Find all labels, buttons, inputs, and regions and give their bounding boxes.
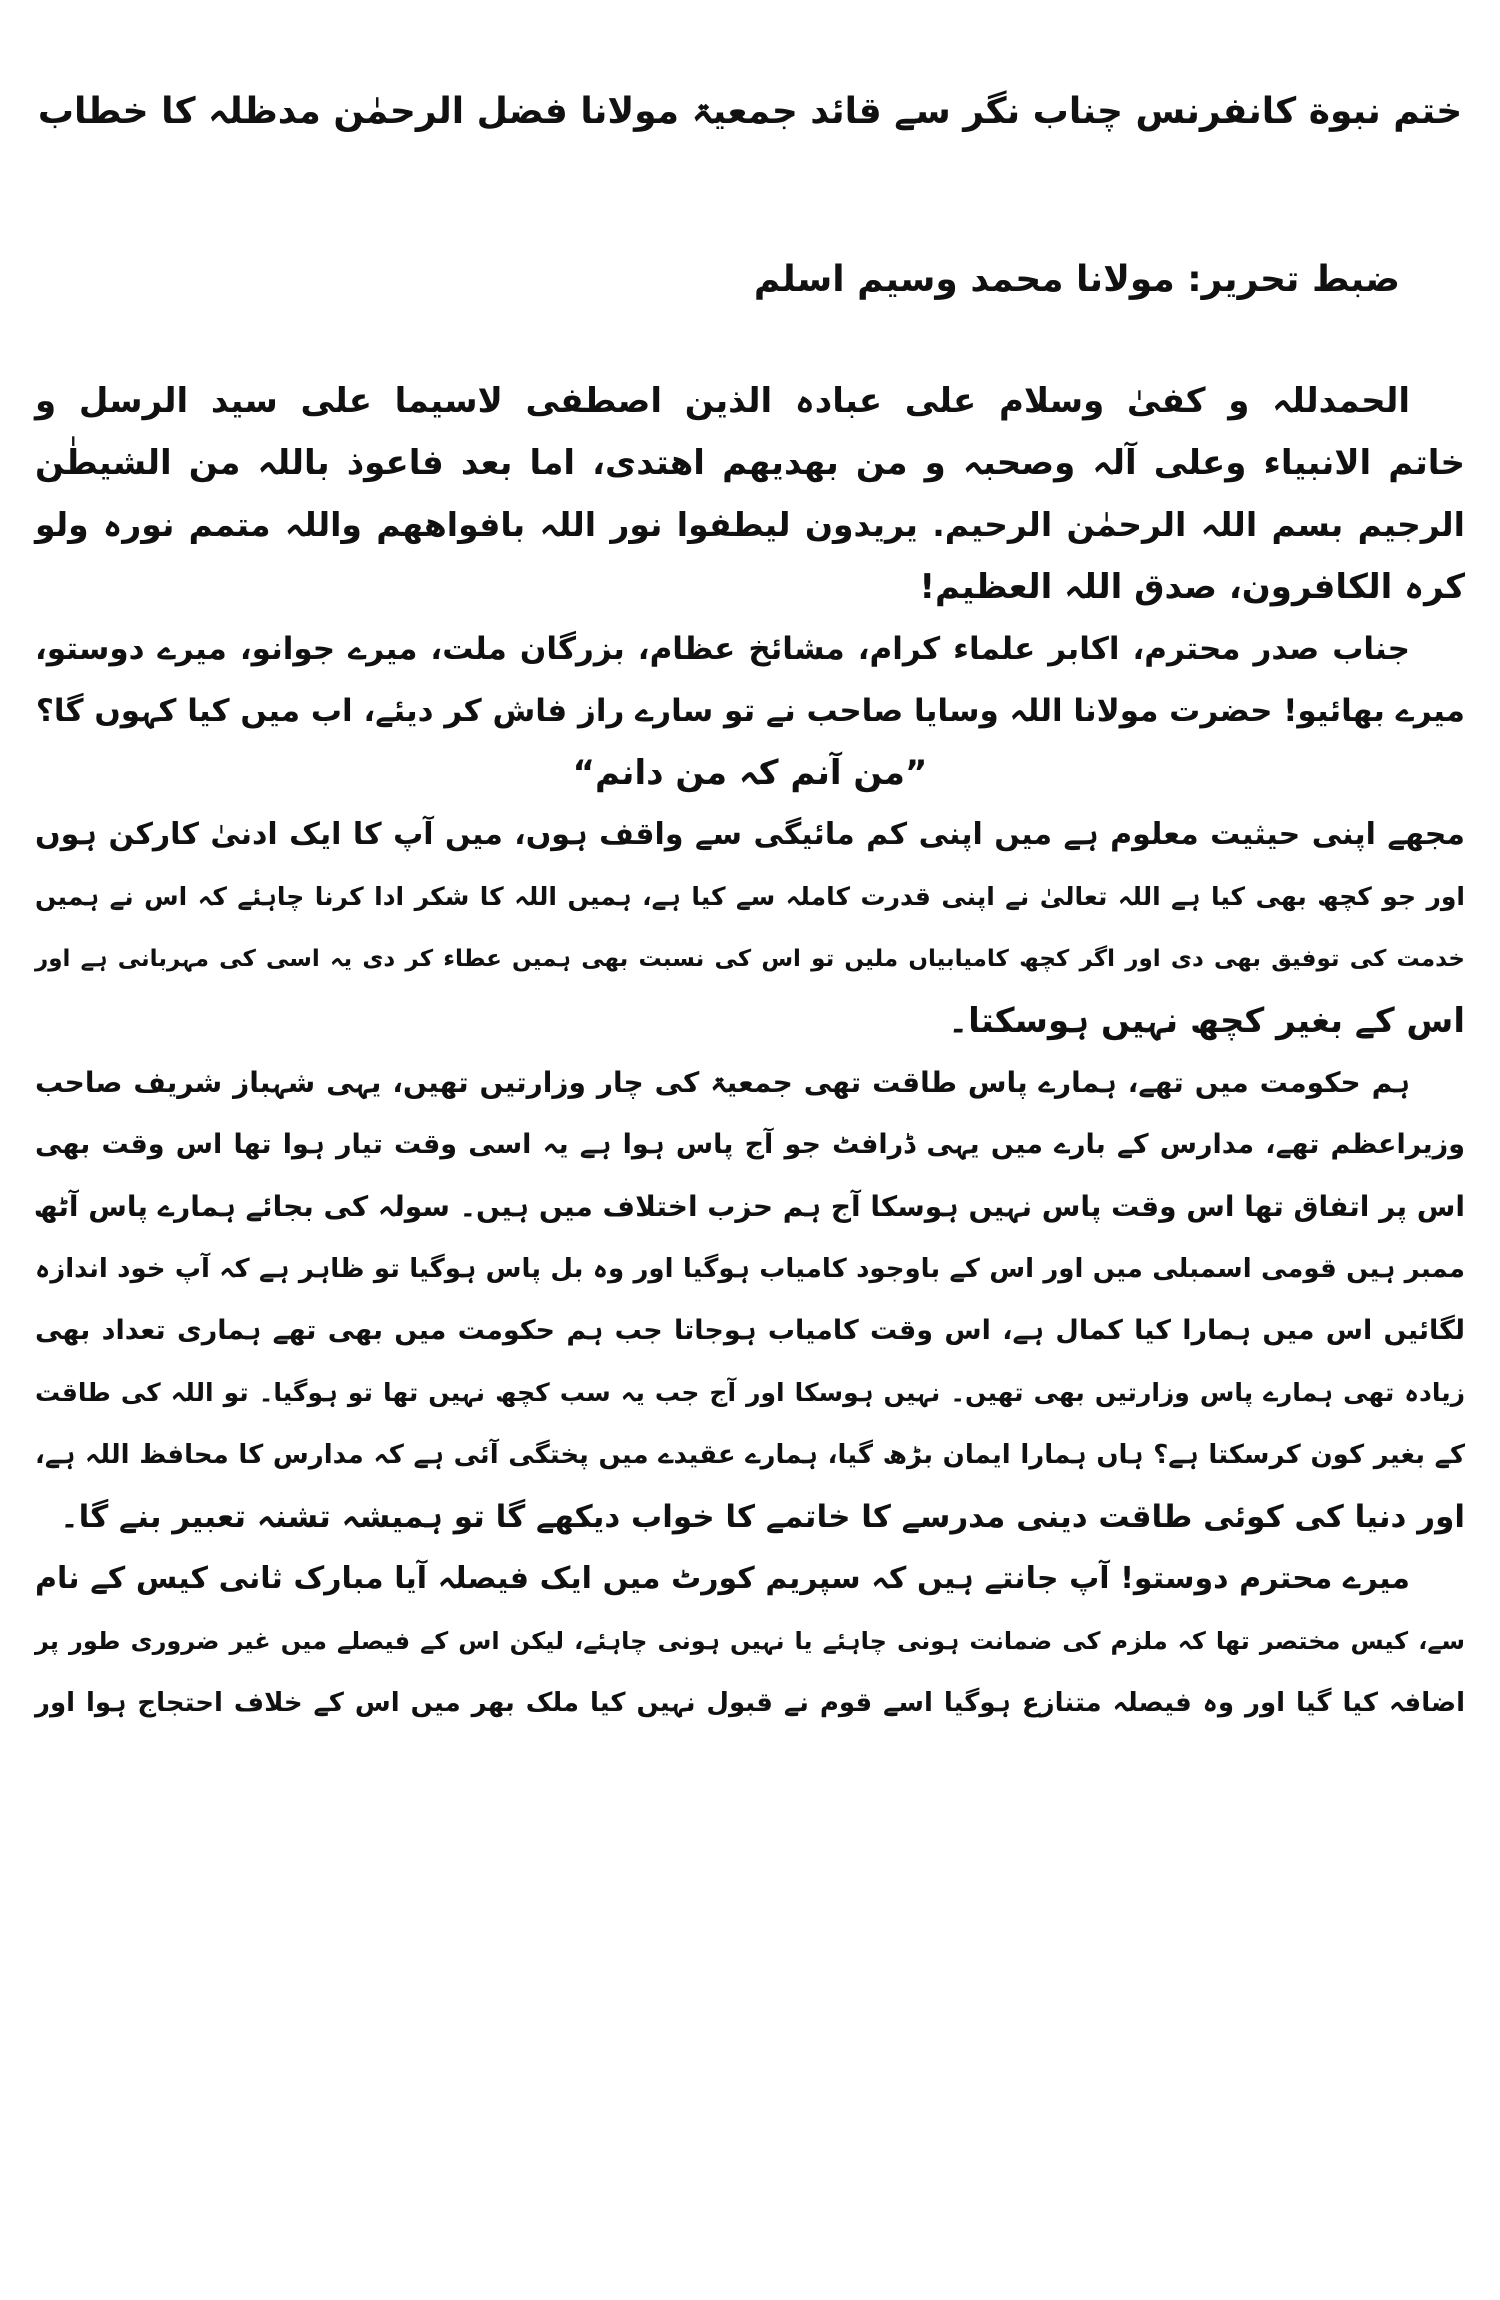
body-line: میرے بھائیو! حضرت مولانا اللہ وسایا صاحب نے تو سارے راز فاش کر دیئے، اب میں کیا کہوں گا؟ (35, 693, 1465, 729)
body-line: کے بغیر کون کرسکتا ہے؟ ہاں ہمارا ایمان بڑھ گیا، ہمارے عقیدے میں پختگی آئی ہے کہ مدارس کا محافظ اللہ ہے، (35, 1440, 1465, 1470)
body-line: اضافہ کیا گیا اور وہ فیصلہ متنازع ہوگیا اسے قوم نے قبول نہیں کیا ملک بھر میں اس کے خلاف احتجاج ہوا اور (35, 1688, 1465, 1718)
body-line: الرجیم بسم اللہ الرحمٰن الرحیم. یریدون لیطفوا نور اللہ بافواھھم واللہ متمم نورہ ولو (35, 505, 1465, 544)
body-line: سے، کیس مختصر تھا کہ ملزم کی ضمانت ہونی چاہئے یا نہیں ہونی چاہئے، لیکن اس کے فیصلے میں غیر ضروری طور پر (35, 1627, 1465, 1655)
body-line: الحمدللہ و کفیٰ وسلام علی عبادہ الذین اصطفی لاسیما علی سید الرسل و (35, 381, 1410, 421)
persian-quote: ”من آنم کہ من دانم“ (572, 753, 928, 793)
body-line: اس کے بغیر کچھ نہیں ہوسکتا۔ (948, 1001, 1465, 1041)
body-line: میرے محترم دوستو! آپ جانتے ہیں کہ سپریم کورٹ میں ایک فیصلہ آیا مبارک ثانی کیس کے نام (35, 1561, 1410, 1596)
body-line: جناب صدر محترم، اکابر علماء کرام، مشائخ عظام، بزرگان ملت، میرے جوانو، میرے دوستو، (35, 631, 1410, 667)
article-body (35, 370, 1465, 1734)
body-line: زیادہ تھی ہمارے پاس وزارتیں بھی تھیں۔ نہیں ہوسکا اور آج جب یہ سب کچھ نہیں تھا تو ہوگیا۔ تو اللہ کی طاقت (35, 1378, 1465, 1407)
body-line: اور جو کچھ بھی کیا ہے اللہ تعالیٰ نے اپنی قدرت کاملہ سے کیا ہے، ہمیں اللہ کا شکر ادا کرنا چاہئے کہ اس نے ہمیں (35, 882, 1465, 911)
body-line: مجھے اپنی حیثیت معلوم ہے میں اپنی کم مائیگی سے واقف ہوں، میں آپ کا ایک ادنیٰ کارکن ہوں (35, 817, 1465, 852)
body-line: لگائیں اس میں ہمارا کیا کمال ہے، اس وقت کامیاب ہوجاتا جب ہم حکومت میں بھی تھے ہماری تعداد بھی (35, 1315, 1465, 1346)
body-line: اور دنیا کی کوئی طاقت دینی مدرسے کا خاتمے کا خواب دیکھے گا تو ہمیشہ تشنہ تعبیر بنے گا۔ (60, 1499, 1465, 1535)
article-title: ختم نبوة کانفرنس چناب نگر سے قائد جمعیۃ مولانا فضل الرحمٰن مدظلہ کا خطاب (37, 91, 1463, 132)
body-line: خدمت کی توفیق بھی دی اور اگر کچھ کامیابیاں ملیں تو اس کی نسبت بھی ہمیں عطاء کر دی یہ اسی کی مہربانی ہے اور (35, 946, 1465, 972)
body-line: ہم حکومت میں تھے، ہمارے پاس طاقت تھی جمعیۃ کی چار وزارتیں تھیں، یہی شہباز شریف صاحب (35, 1066, 1410, 1099)
body-line: وزیراعظم تھے، مدارس کے بارے میں یہی ڈرافٹ جو آج پاس ہوا ہے یہ اسی وقت تیار ہوا تھا اس وقت بھی (35, 1129, 1465, 1160)
body-line: کرہ الکافرون، صدق اللہ العظیم! (919, 567, 1465, 607)
body-line: ممبر ہیں قومی اسمبلی میں اور اس کے باوجود کامیاب ہوگیا اور وہ بل پاس ہوگیا تو ظاہر ہے کہ آپ خود اندازہ (35, 1254, 1465, 1284)
body-line: اس پر اتفاق تھا اس وقت پاس نہیں ہوسکا آج ہم حزب اختلاف میں ہیں۔ سولہ کی بجائے ہمارے پاس آٹھ (33, 1190, 1465, 1223)
body-line: خاتم الانبیاء وعلی آلہ وصحبہ و من بھدیھم اھتدی، اما بعد فاعوذ باللہ من الشیطٰن (35, 443, 1465, 483)
article-byline: ضبط تحریر: مولانا محمد وسیم اسلم (753, 259, 1400, 300)
